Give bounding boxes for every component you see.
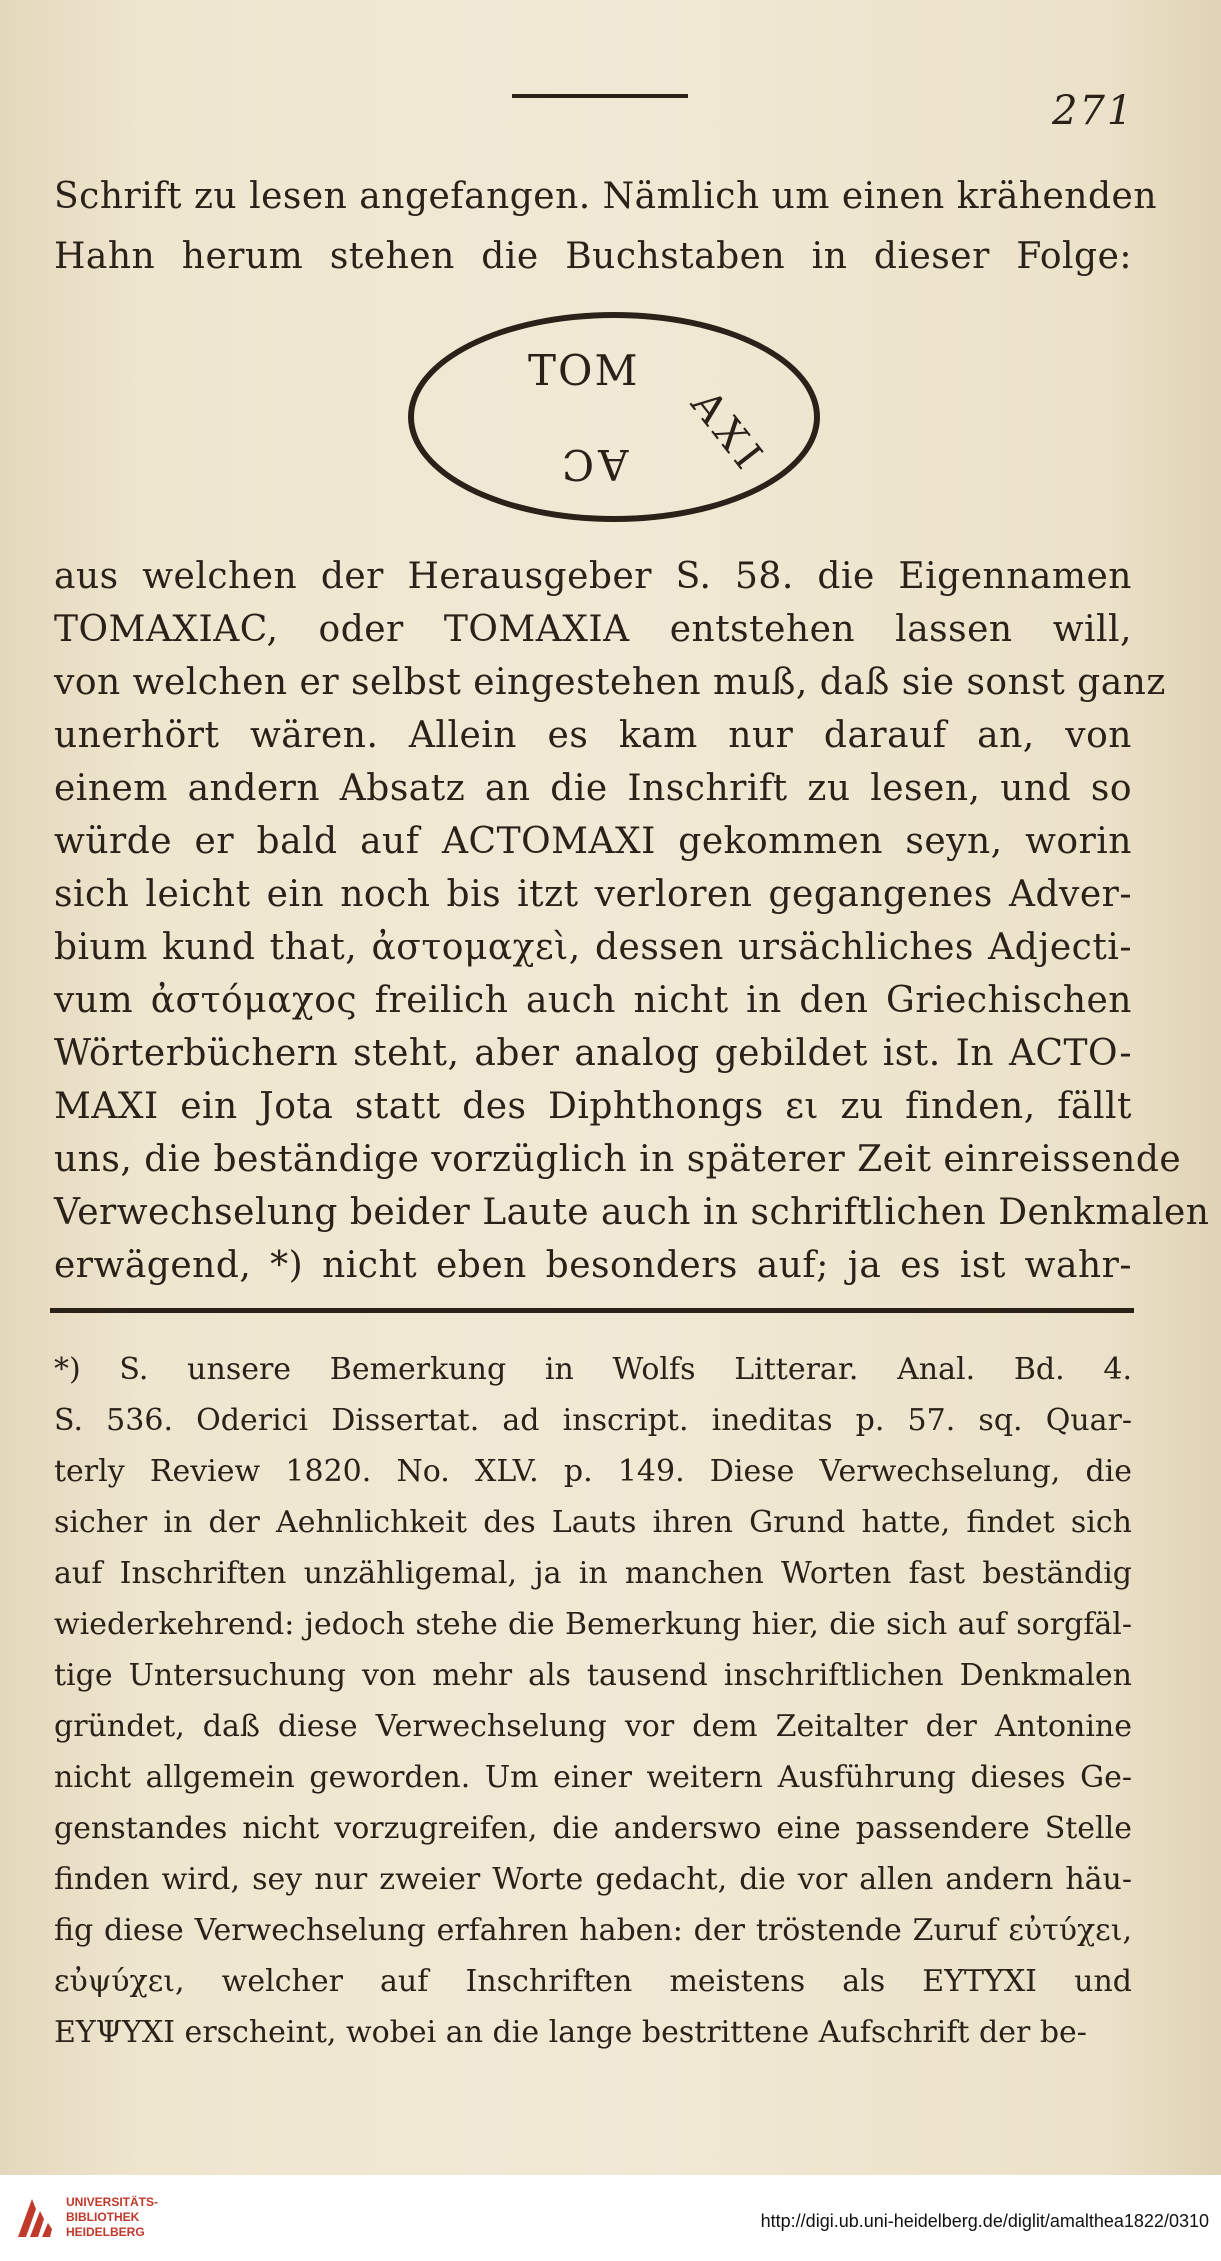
seal-ellipse — [408, 312, 820, 522]
footnote-line: tige Untersuchung von mehr als tausend inschriftlichen Denkmalen — [54, 1658, 1132, 1693]
footnote-line: *) S. unsere Bemerkung in Wolfs Litterar. Anal. Bd. 4. — [54, 1352, 1132, 1387]
body-line: von welchen er selbst eingestehen muß, daß sie sonst ganz — [54, 662, 1166, 703]
body-line: sich leicht ein noch bis itzt verloren gegangenes Adver- — [54, 874, 1132, 915]
footnote-line: sicher in der Aehnlichkeit des Lauts ihren Grund hatte, findet sich — [54, 1505, 1132, 1540]
body-line: TOMAXIAC, oder TOMAXIA entstehen lassen will, — [54, 609, 1132, 650]
body-line: bium kund that, ἀστομαχεὶ, dessen ursächliches Adjecti- — [54, 927, 1132, 968]
body-line: Wörterbüchern steht, aber analog gebildet ist. In ACTO- — [54, 1033, 1132, 1074]
source-url-link[interactable]: http://digi.ub.uni-heidelberg.de/diglit/amalthea1822/0310 — [760, 2211, 1209, 2231]
footnote-line: wiederkehrend: jedoch stehe die Bemerkung hier, die sich auf sorgfäl- — [54, 1607, 1132, 1642]
footnote-rule — [50, 1308, 1134, 1313]
body-line: MAXI ein Jota statt des Diphthongs ει zu finden, fällt — [54, 1086, 1132, 1127]
seal-text-right: AXI — [681, 382, 775, 483]
body-line: aus welchen der Herausgeber S. 58. die Eigennamen — [54, 556, 1132, 597]
footnote-line: S. 536. Oderici Dissertat. ad inscript. ineditas p. 57. sq. Quar- — [54, 1403, 1132, 1438]
body-line: erwägend, *) nicht eben besonders auf; ja es ist wahr- — [54, 1245, 1132, 1286]
footnote-line: genstandes nicht vorzugreifen, die anderswo eine passendere Stelle — [54, 1811, 1132, 1846]
library-logo-icon — [12, 2193, 58, 2243]
seal-text-bottom: AC — [558, 440, 629, 489]
footnote-line: fig diese Verwechselung erfahren haben: der tröstende Zuruf εὐτύχει, — [54, 1913, 1132, 1948]
footnote-line: gründet, daß diese Verwechselung vor dem Zeitalter der Antonine — [54, 1709, 1132, 1744]
body-line: vum ἀστόμαχος freilich auch nicht in den Griechischen — [54, 980, 1132, 1021]
seal-text-top: TOM — [528, 346, 640, 395]
body-line: einem andern Absatz an die Inschrift zu lesen, und so — [54, 768, 1132, 809]
footnote-line: nicht allgemein geworden. Um einer weitern Ausführung dieses Ge- — [54, 1760, 1132, 1795]
body-line: Verwechselung beider Laute auch in schriftlichen Denkmalen — [54, 1192, 1210, 1233]
page-number: 271 — [1052, 88, 1135, 134]
body-line: uns, die beständige vorzüglich in späterer Zeit einreissende — [54, 1139, 1182, 1180]
body-line: Schrift zu lesen angefangen. Nämlich um einen krähenden — [54, 176, 1157, 217]
footnote-line: finden wird, sey nur zweier Worte gedacht, die vor allen andern häu- — [54, 1862, 1132, 1897]
footnote-line: εὐψύχει, welcher auf Inschriften meistens als ΕΥΤΥΧΙ und — [54, 1964, 1132, 1999]
footnote-line: auf Inschriften unzähligemal, ja in manchen Worten fast beständig — [54, 1556, 1132, 1591]
footer-bar — [0, 2175, 1221, 2261]
footnote-line: terly Review 1820. No. XLV. p. 149. Diese Verwechselung, die — [54, 1454, 1132, 1489]
header-rule — [512, 94, 688, 98]
inscription-seal — [408, 312, 820, 522]
body-line: würde er bald auf ACTOMAXI gekommen seyn, worin — [54, 821, 1132, 862]
body-line: Hahn herum stehen die Buchstaben in dieser Folge: — [54, 236, 1132, 277]
body-line: unerhört wären. Allein es kam nur darauf an, von — [54, 715, 1132, 756]
footnote-line: ΕΥΨΥΧΙ erscheint, wobei an die lange bestrittene Aufschrift der be- — [54, 2015, 1087, 2050]
library-logo-text: UNIVERSITÄTS- BIBLIOTHEK HEIDELBERG — [66, 2195, 159, 2239]
